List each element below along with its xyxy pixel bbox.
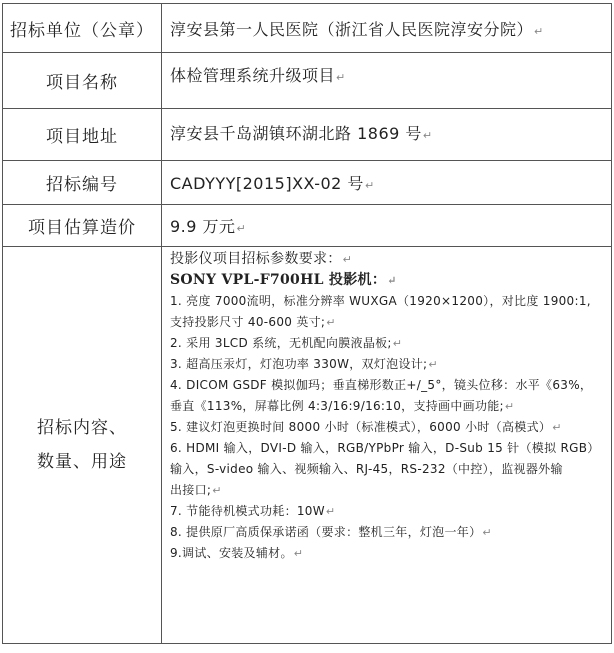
table-row [3, 161, 612, 205]
row-value [162, 4, 612, 53]
content-label [3, 247, 162, 644]
paragraph-mark-icon: ↵ [534, 24, 544, 38]
content-label-line: 数量、用途 [37, 452, 127, 472]
content-line: 输入，S-video 输入、视频输入、RJ-45，RS-232（中控），监视器外输 [170, 462, 563, 476]
row-label: 项目名称 [3, 53, 162, 109]
content-line: 投影仪项目招标参数要求：↵ [170, 251, 353, 267]
row-value-text: CADYYY[2015]XX-02 号 [170, 174, 364, 193]
tender-info-table [2, 3, 612, 644]
row-value [162, 161, 612, 205]
row-value [162, 205, 612, 247]
paragraph-mark-icon: ↵ [236, 222, 247, 235]
row-label: 招标单位（公章） [3, 4, 162, 53]
row-label: 招标编号 [3, 161, 162, 205]
row-label: 项目估算造价 [3, 205, 162, 247]
paragraph-mark-icon: ↵ [422, 129, 433, 142]
content-line: 6. HDMI 输入，DVI-D 输入，RGB/YPbPr 输入，D-Sub 15 针（模拟 RGB） [170, 441, 600, 455]
row-value-text: 体检管理系统升级项目 [170, 66, 336, 85]
content-line: 3. 超高压汞灯，灯泡功率 330W，双灯泡设计;↵ [170, 357, 438, 371]
content-line: 支持投影尺寸 40-600 英寸;↵ [170, 315, 336, 329]
content-line: 2. 采用 3LCD 系统，无机配向膜液晶板;↵ [170, 336, 403, 350]
row-value [162, 53, 612, 109]
table-row [3, 4, 612, 53]
table-row [3, 53, 612, 109]
content-line: 垂直《113%，屏幕比例 4:3/16:9/16:10，支持画中画功能;↵ [170, 399, 515, 413]
content-label-line: 招标内容、 [37, 418, 127, 438]
content-line: 1. 亮度 7000流明，标准分辨率 WUXGA（1920×1200），对比度 1900:1, [170, 294, 591, 308]
paragraph-mark-icon: ↵ [364, 179, 375, 192]
paragraph-mark-icon: ↵ [336, 71, 346, 84]
table-row [3, 109, 612, 161]
content-line: 5. 建议灯泡更换时间 8000 小时（标准模式），6000 小时（高模式）↵ [170, 420, 562, 434]
row-value [162, 109, 612, 161]
table-row [3, 205, 612, 247]
row-value-text: 淳安县第一人民医院（浙江省人民医院淳安分院） [170, 19, 534, 39]
table-row [3, 247, 612, 644]
row-value-text: 9.9 万元 [170, 217, 236, 236]
content-line: 9.调试、安装及辅材。↵ [170, 546, 304, 560]
content-line: 出接口;↵ [170, 483, 222, 497]
row-label: 项目地址 [3, 109, 162, 161]
content-line: 4. DICOM GSDF 模拟伽玛；垂直梯形数正+/_5°，镜头位移：水平《63%， [170, 378, 593, 392]
content-line: SONY VPL-F700HL 投影机：↵ [170, 272, 397, 288]
content-line: 7. 节能待机模式功耗：10W↵ [170, 504, 336, 518]
content-cell [162, 247, 612, 644]
row-value-text: 淳安县千岛湖镇环湖北路 1869 号 [170, 124, 422, 143]
content-line: 8. 提供原厂高质保承诺函（要求：整机三年，灯泡一年）↵ [170, 525, 492, 539]
